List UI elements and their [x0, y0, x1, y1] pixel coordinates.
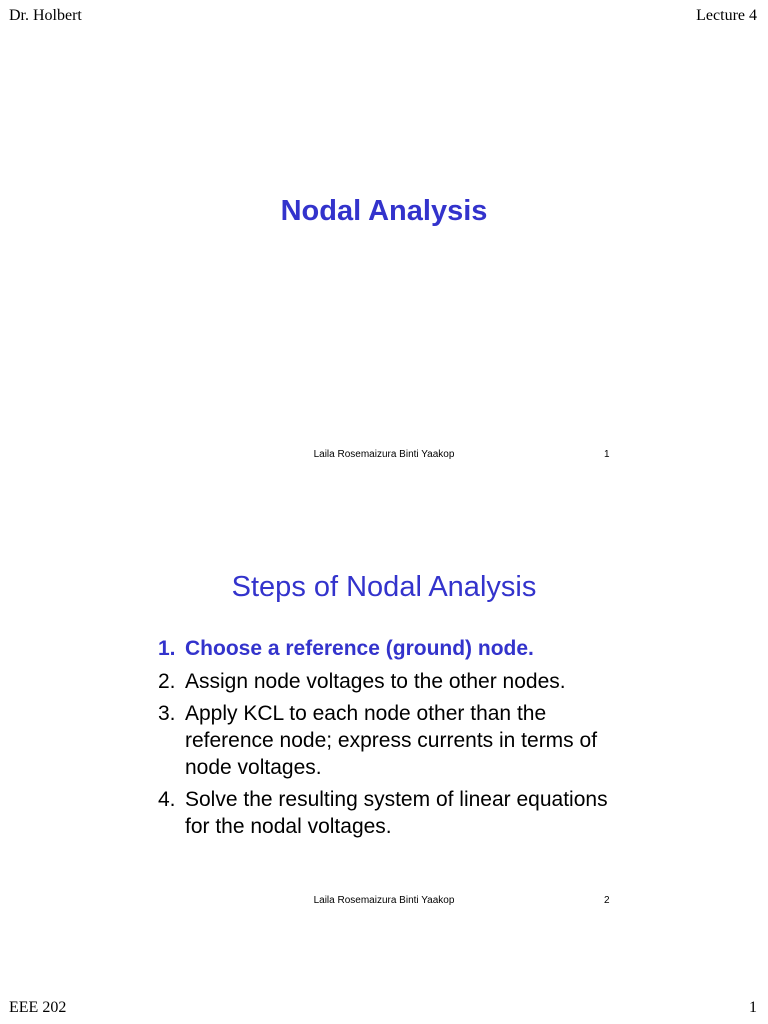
- step-text: Apply KCL to each node other than the reference node; express currents in terms of node voltages.: [185, 702, 598, 779]
- step-text: Solve the resulting system of linear equations for the nodal voltages.: [185, 788, 608, 838]
- page-footer-page-number: 1: [749, 999, 757, 1016]
- slide-1-title: Nodal Analysis: [280, 195, 488, 227]
- step-item: [158, 635, 628, 662]
- step-text: Choose a reference (ground) node.: [185, 637, 534, 660]
- page-header-lecture: Lecture 4: [696, 7, 757, 24]
- slide-2-footer: [0, 895, 768, 909]
- slide-2-footer-number: 2: [604, 895, 610, 906]
- step-text: Assign node voltages to the other nodes.: [185, 670, 566, 693]
- slide-1-footer: [0, 449, 768, 463]
- step-number: 4.: [158, 788, 176, 811]
- step-item: [158, 668, 628, 695]
- step-number: 2.: [158, 670, 176, 693]
- slide-1-footer-author: Laila Rosemaizura Binti Yaakop: [313, 449, 455, 460]
- step-number: 3.: [158, 702, 176, 725]
- step-item: [158, 700, 628, 781]
- slide-2-title: Steps of Nodal Analysis: [231, 571, 537, 603]
- slide-2-footer-author: Laila Rosemaizura Binti Yaakop: [313, 895, 455, 906]
- slide-1-footer-number: 1: [604, 449, 610, 460]
- slide-1: [0, 0, 768, 480]
- page-header-author: Dr. Holbert: [9, 7, 82, 24]
- slide-2: [0, 480, 768, 920]
- step-item: [158, 786, 628, 840]
- steps-list: [158, 635, 628, 845]
- step-number: 1.: [158, 637, 176, 660]
- page-footer-course: EEE 202: [9, 999, 67, 1016]
